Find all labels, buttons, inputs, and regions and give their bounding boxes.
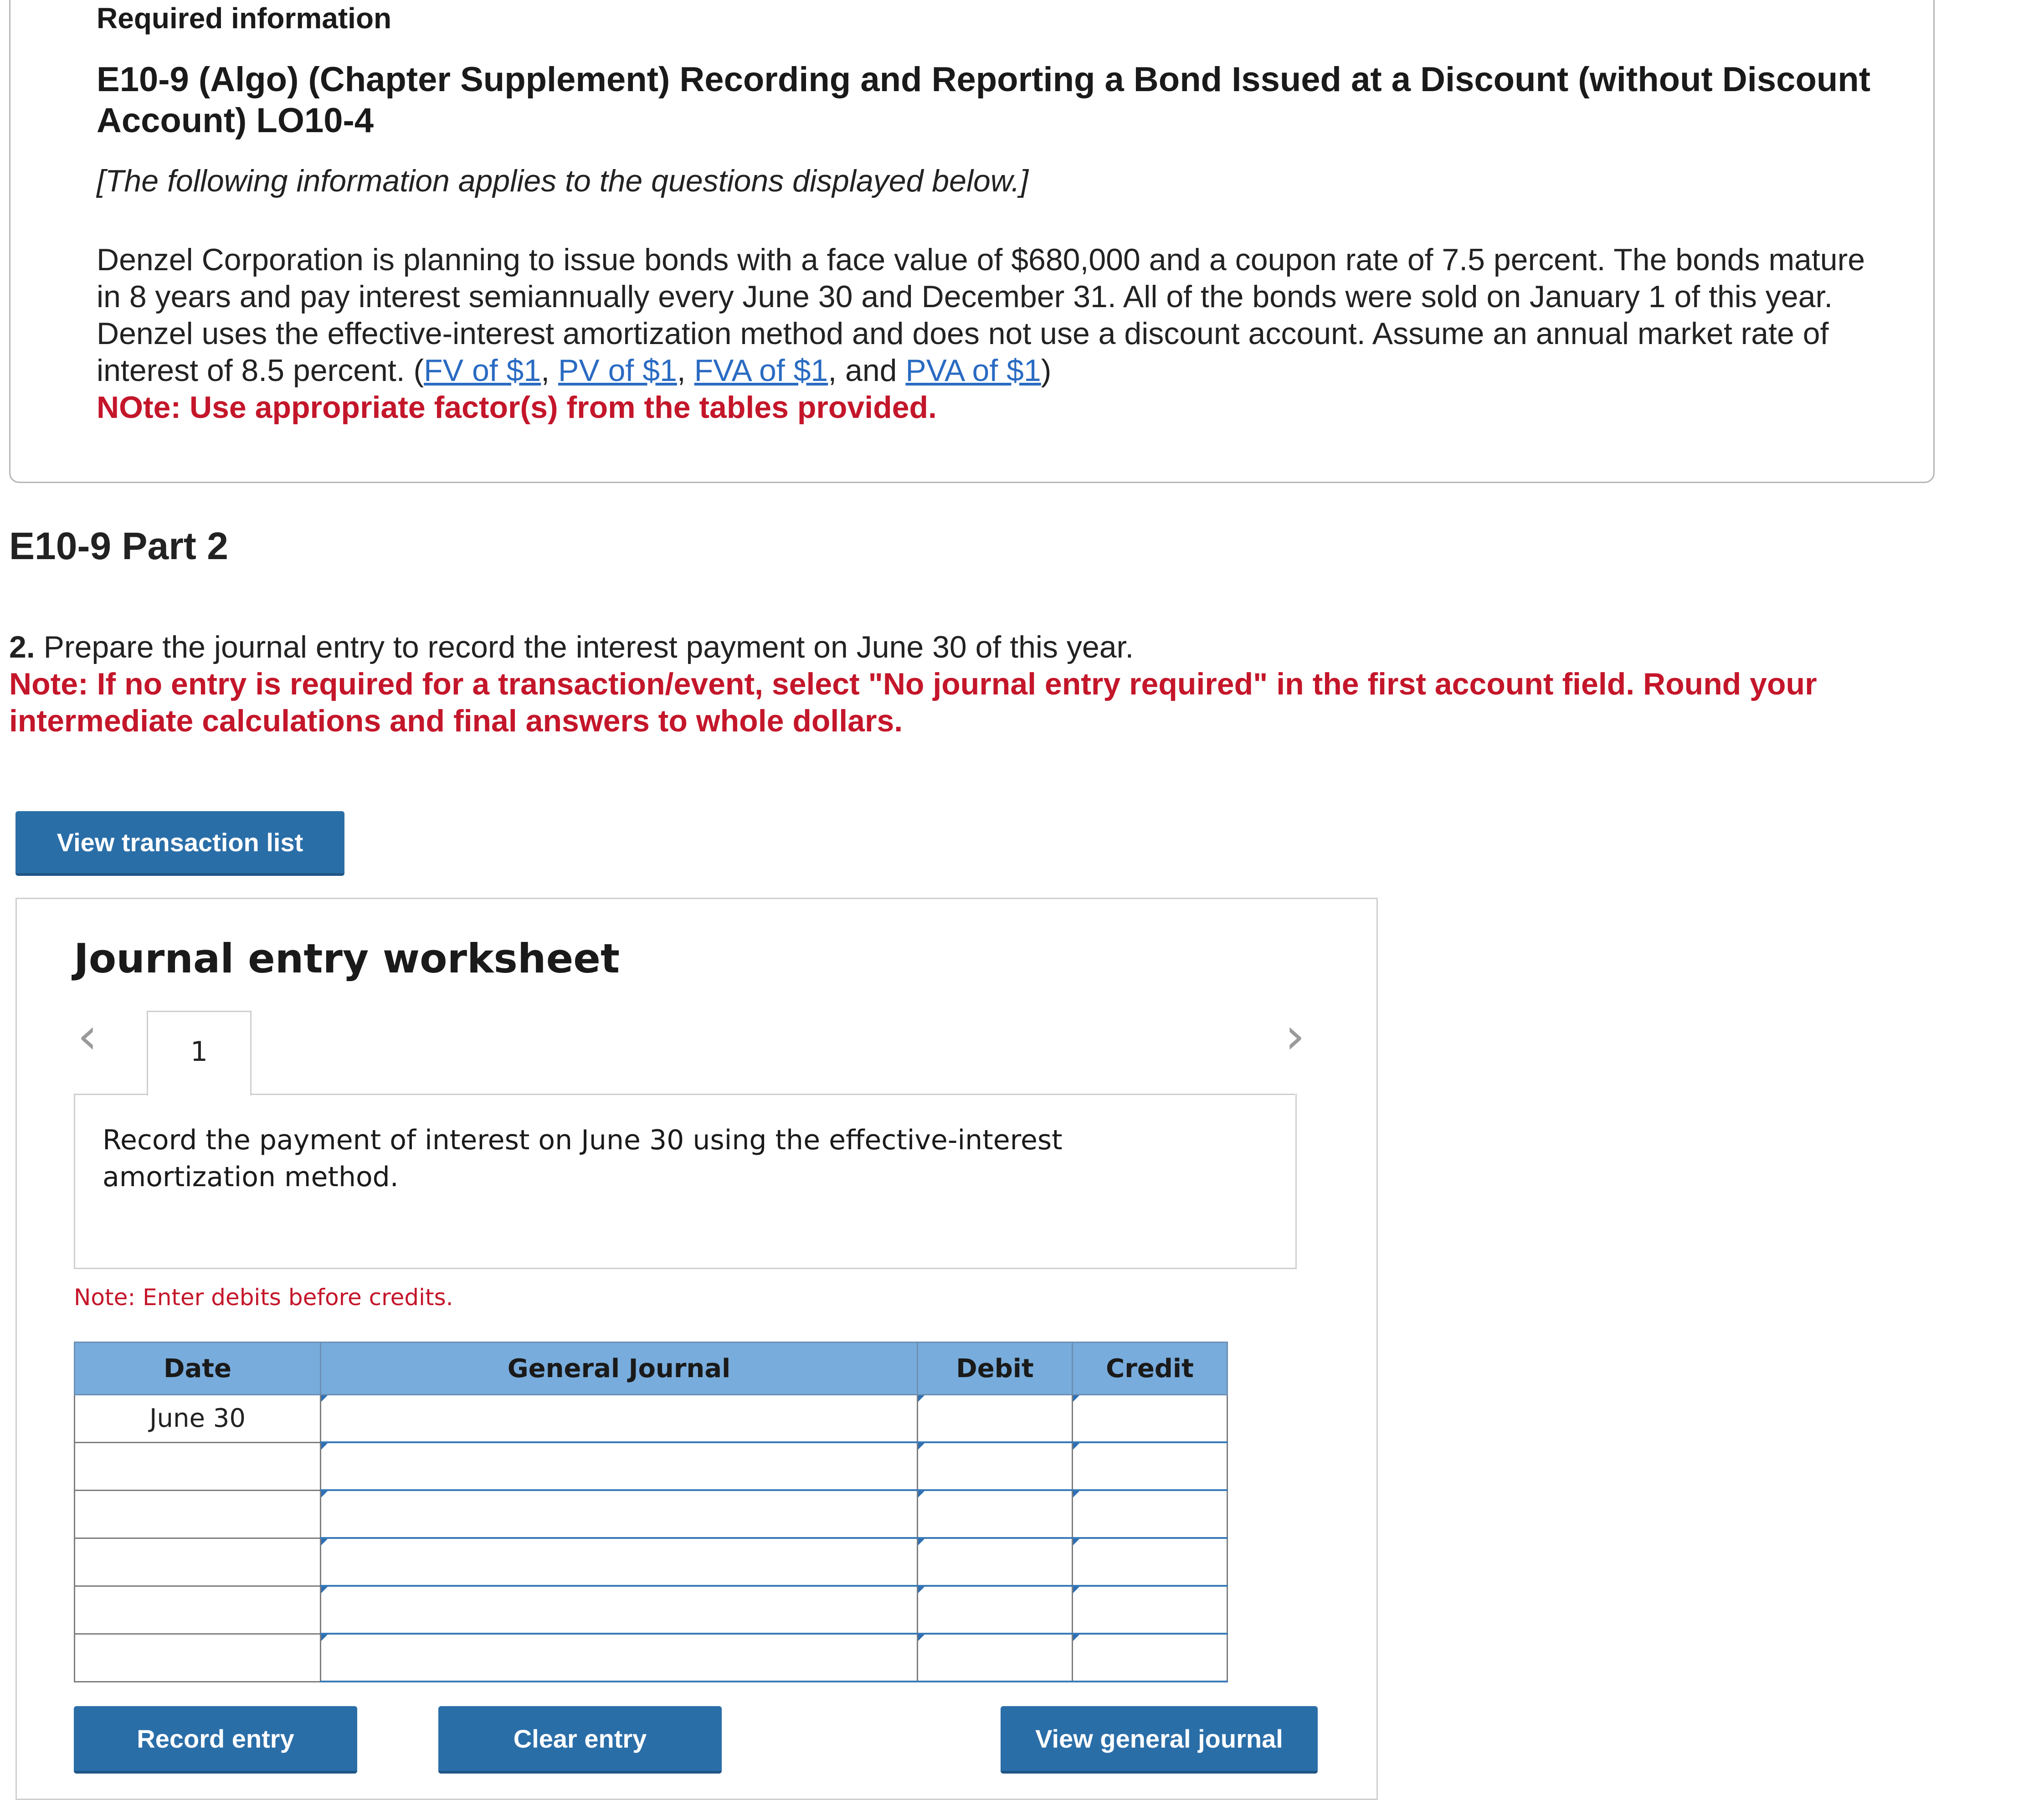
account-field[interactable] <box>321 1442 918 1490</box>
date-cell <box>75 1442 321 1490</box>
link-fv[interactable]: FV of $1 <box>424 353 541 388</box>
tab-entry-1[interactable] <box>147 1011 252 1095</box>
column-header-debit: Debit <box>918 1342 1073 1395</box>
debit-field[interactable] <box>918 1442 1073 1490</box>
link-pv[interactable]: PV of $1 <box>558 353 677 388</box>
date-cell <box>75 1634 321 1682</box>
debit-field[interactable] <box>918 1538 1073 1586</box>
date-cell <box>75 1586 321 1634</box>
credit-field[interactable] <box>1073 1538 1227 1586</box>
account-field[interactable] <box>321 1634 918 1682</box>
question-text: Prepare the journal entry to record the interest payment on June 30 of this year. <box>35 630 1134 664</box>
debit-field[interactable] <box>918 1395 1073 1443</box>
link-separator: , and <box>828 353 906 388</box>
column-header-general-journal: General Journal <box>321 1342 918 1395</box>
column-header-credit: Credit <box>1073 1342 1227 1395</box>
question-number: 2. <box>9 630 35 664</box>
view-general-journal-button[interactable]: View general journal <box>1001 1706 1318 1774</box>
question-note: Note: If no entry is required for a transaction/event, select "No journal entry required" in the first account field. Round your intermediate calculations and final answers to whole dollars. <box>9 667 1817 738</box>
table-row <box>75 1490 1227 1538</box>
next-arrow-icon[interactable]: › <box>1285 1007 1305 1065</box>
record-entry-button[interactable]: Record entry <box>74 1706 357 1774</box>
account-field[interactable] <box>321 1586 918 1634</box>
debit-field[interactable] <box>918 1634 1073 1682</box>
credit-field[interactable] <box>1073 1395 1227 1443</box>
link-separator: , <box>677 353 694 388</box>
question <box>9 629 1900 740</box>
description-text: Denzel Corporation is planning to issue bonds with a face value of $680,000 and a coupon rate of 7.5 percent. The bonds mature in 8 years and pay interest semiannually every June 30 and December 31. All of the bonds were sold on January 1 of this year. Denzel uses the effective-interest amortization method and does not use a discount account. Assume an annual market rate of interest of 8.5 percent. ( <box>97 242 1865 388</box>
date-cell <box>75 1538 321 1586</box>
problem-description <box>97 242 1874 426</box>
date-cell: June 30 <box>75 1395 321 1443</box>
debit-field[interactable] <box>918 1586 1073 1634</box>
account-field[interactable] <box>321 1395 918 1443</box>
table-row <box>75 1634 1227 1682</box>
table-row <box>75 1442 1227 1490</box>
column-header-date: Date <box>75 1342 321 1395</box>
link-fva[interactable]: FVA of $1 <box>694 353 828 388</box>
instruction-text: Record the payment of interest on June 30 using the effective-interest amortization method. <box>103 1124 1063 1193</box>
credit-field[interactable] <box>1073 1634 1227 1682</box>
clear-entry-button[interactable]: Clear entry <box>438 1706 722 1774</box>
table-row <box>75 1538 1227 1586</box>
table-row <box>75 1395 1227 1443</box>
date-cell <box>75 1490 321 1538</box>
link-separator: , <box>541 353 558 388</box>
credit-field[interactable] <box>1073 1490 1227 1538</box>
link-pva[interactable]: PVA of $1 <box>905 353 1041 388</box>
journal-table <box>74 1342 1228 1682</box>
table-header-row <box>75 1342 1227 1395</box>
account-field[interactable] <box>321 1490 918 1538</box>
credit-field[interactable] <box>1073 1586 1227 1634</box>
credit-field[interactable] <box>1073 1442 1227 1490</box>
account-field[interactable] <box>321 1538 918 1586</box>
debits-note: Note: Enter debits before credits. <box>74 1284 453 1311</box>
factor-note: NOte: Use appropriate factor(s) from the tables provided. <box>97 390 937 425</box>
worksheet-title: Journal entry worksheet <box>74 935 620 982</box>
link-close: ) <box>1041 353 1052 388</box>
prev-arrow-icon[interactable]: ‹ <box>77 1007 98 1065</box>
applies-note: [The following information applies to the questions displayed below.] <box>97 164 1029 198</box>
table-row <box>75 1586 1227 1634</box>
part-title: E10-9 Part 2 <box>9 525 228 567</box>
exercise-title: E10-9 (Algo) (Chapter Supplement) Recording and Reporting a Bond Issued at a Discount (without Discount Account) LO10-4 <box>97 60 1871 140</box>
debit-field[interactable] <box>918 1490 1073 1538</box>
view-transaction-list-button[interactable]: View transaction list <box>15 811 344 876</box>
required-info-heading: Required information <box>97 2 392 35</box>
tab-label: 1 <box>190 1036 208 1068</box>
